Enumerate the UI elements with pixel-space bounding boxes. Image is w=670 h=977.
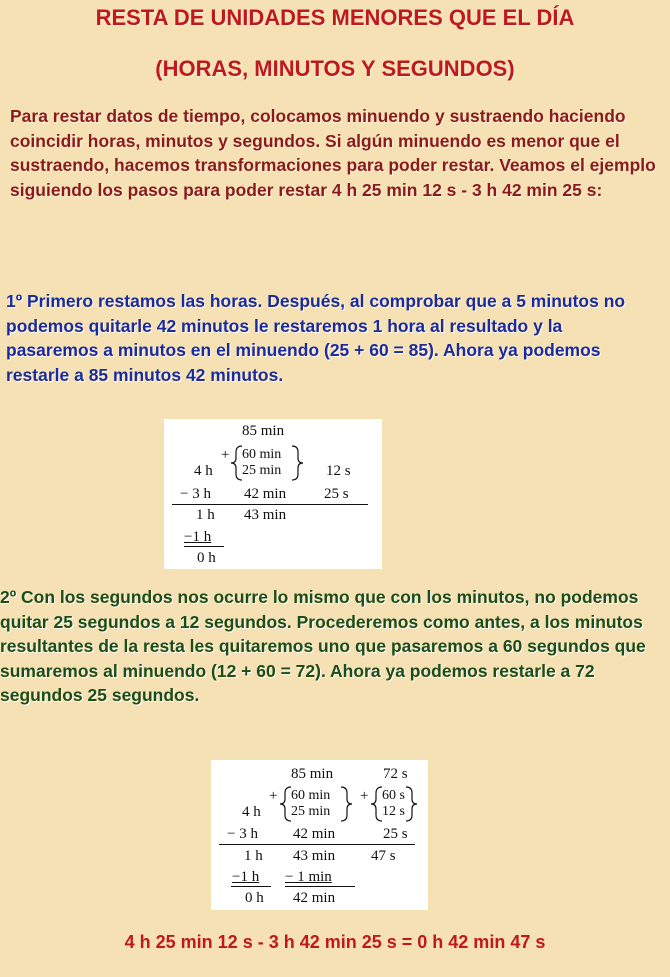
left-brace-icon [370,786,384,822]
calc2-result-line [219,844,415,845]
calculation-step1 [164,419,382,569]
calc1-fortytwo-min: 42 min [244,486,287,502]
calc2-fortyseven-s: 47 s [371,848,396,864]
calc1-twentyfive-min: 25 min [242,463,282,478]
calc1-minus-three-h: − 3 h [180,486,211,502]
right-brace-icon [404,786,418,822]
calc2-plus-min: + [269,788,278,804]
intro-paragraph: Para restar datos de tiempo, colocamos minuendo y sustraendo haciendo coincidir horas, minutos y segundos. Si algún minuendo es menor que el sustraendo, hacemos transformaciones para poder restar. Veamos el ejemplo siguiendo los pasos para poder restar 4 h 25 min 12 s - 3 h 42 min 25 s: [10,106,656,200]
calc1-minus-one-h: −1 h [184,529,212,545]
calc1-sixty-min: 60 min [242,447,282,462]
calc2-minus-one-h: −1 h [232,869,260,885]
calc1-hour-line [184,546,224,547]
calc2-minus-three-h: − 3 h [227,826,258,842]
calc1-one-h: 1 h [196,507,215,523]
calc2-sixty-s: 60 s [382,788,405,803]
calc1-zero-h: 0 h [197,550,216,566]
calculation-step2 [211,760,428,910]
page-title: RESTA DE UNIDADES MENORES QUE EL DÍA [95,5,575,30]
calc2-min-line [285,886,355,887]
left-brace-icon [279,786,293,822]
left-brace-icon [230,445,244,481]
right-brace-icon [290,445,304,481]
calc2-sec-total: 72 s [383,766,408,782]
calc1-twentyfive-s: 25 s [324,486,349,502]
calc2-fortythree-min: 43 min [293,848,336,864]
calc1-twelve-s: 12 s [326,463,351,479]
calc2-fortytwo-min: 42 min [293,826,336,842]
page-subtitle: (HORAS, MINUTOS Y SEGUNDOS) [155,56,515,81]
step1-paragraph: 1º Primero restamos las horas. Después, al comprobar que a 5 minutos no podemos quitarle 42 minutos le restaremos 1 hora al resultado y la pasaremos a minutos en el minuendo (25 + 60 = 85). Ahora ya podemos restarle a 85 minutos 42 minutos. [6,291,626,385]
calc2-zero-h: 0 h [245,890,264,906]
calc1-result-line [172,504,368,505]
calc1-plus: + [221,447,230,463]
right-brace-icon [339,786,353,822]
calc2-minus-one-min: − 1 min [285,869,332,885]
calc1-min-total: 85 min [242,423,285,439]
calc2-one-h: 1 h [244,848,263,864]
calc2-twelve-s: 12 s [382,804,405,819]
calc1-fortythree-min: 43 min [244,507,287,523]
step2-paragraph: 2º Con los segundos nos ocurre lo mismo que con los minutos, no podemos quitar 25 segundos a 12 segundos. Procederemos como antes, a los minutos resultantes de la resta les quitaremos uno que pasaremos a 60 segundos que sumaremos al minuendo (12 + 60 = 72). Ahora ya podemos restarle a 72 segundos 25 segundos. [0,587,646,705]
calc2-four-h: 4 h [242,804,261,820]
calc1-four-h: 4 h [194,463,213,479]
calc2-twentyfive-s: 25 s [383,826,408,842]
calc2-sixty-min: 60 min [291,788,331,803]
calc2-hour-line [231,886,271,887]
calc2-fortytwo-min-result: 42 min [293,890,336,906]
calc2-min-total: 85 min [291,766,334,782]
calc2-plus-sec: + [360,788,369,804]
final-result: 4 h 25 min 12 s - 3 h 42 min 25 s = 0 h 42 min 47 s [124,932,546,952]
calc2-twentyfive-min: 25 min [291,804,331,819]
